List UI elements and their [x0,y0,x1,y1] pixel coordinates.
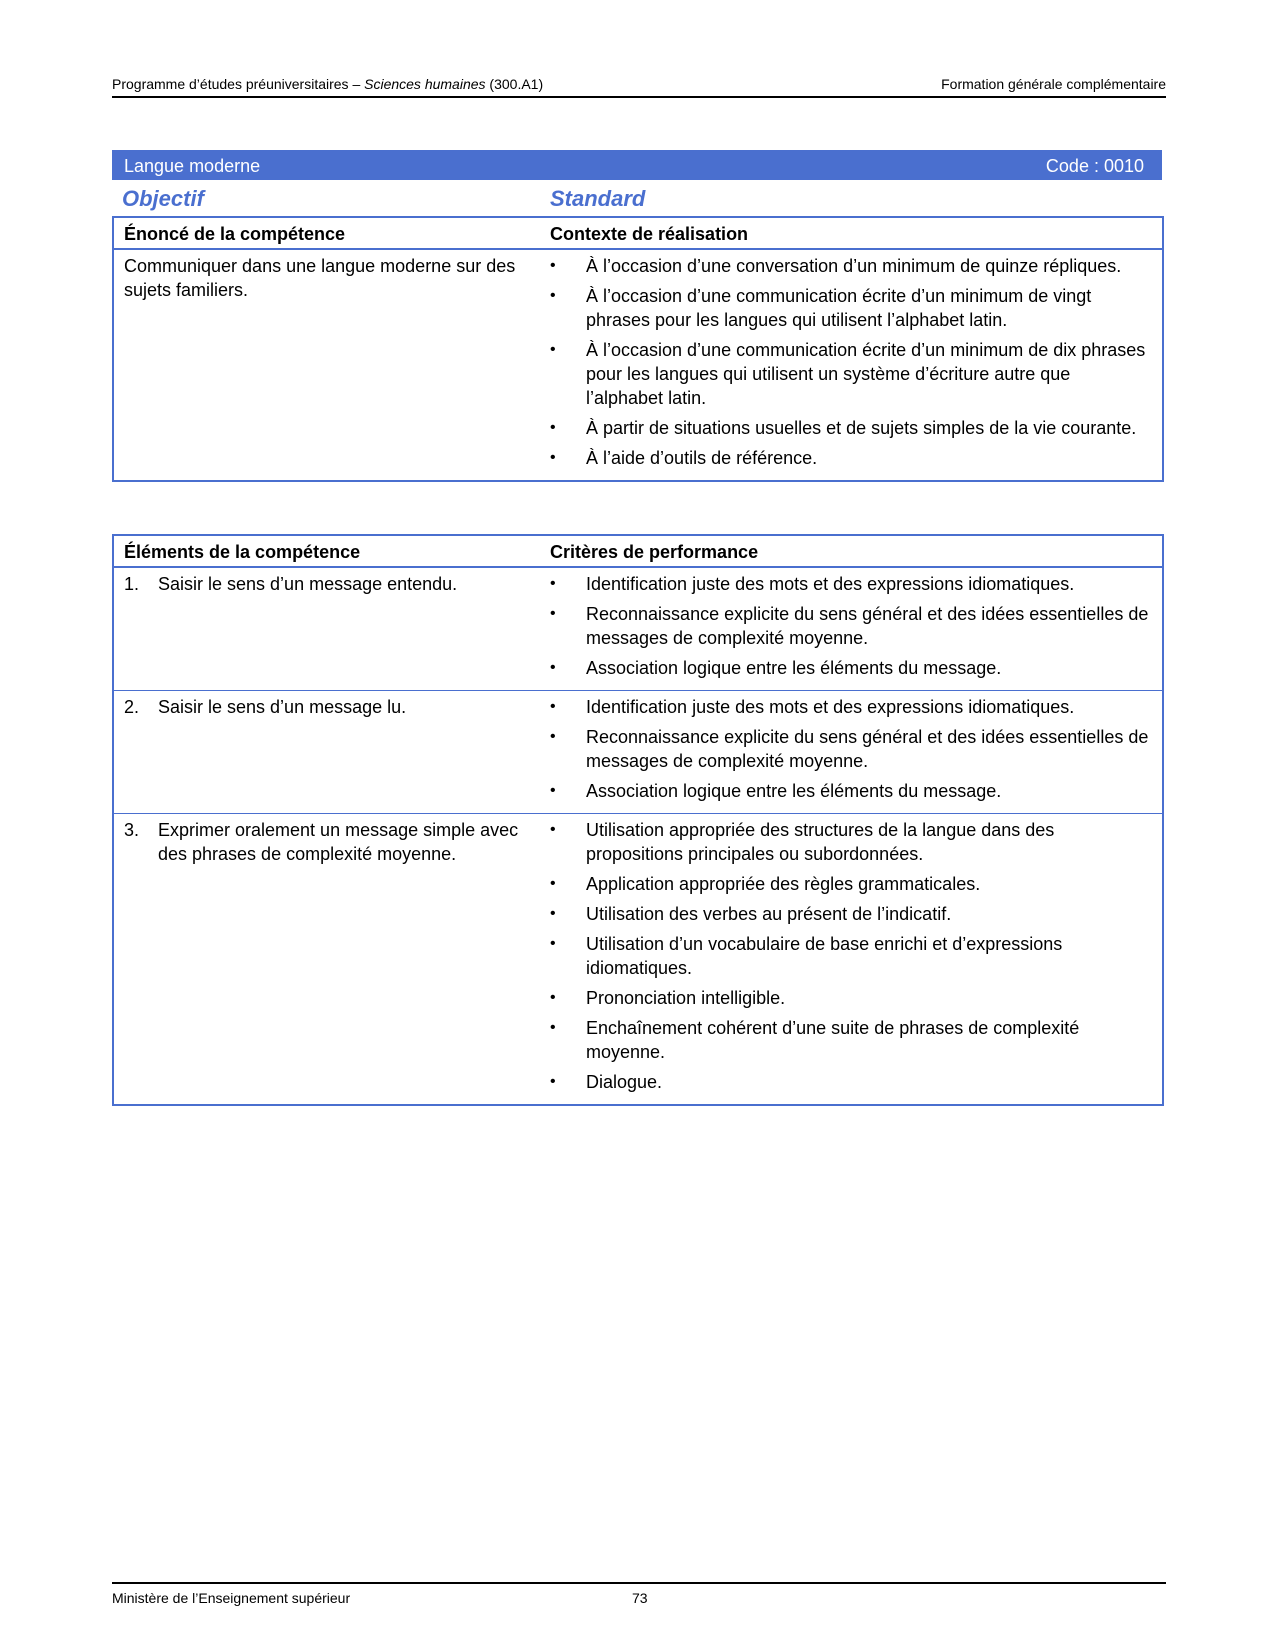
element-row [113,567,1163,691]
context-list-cell [540,249,1163,481]
element-text: Saisir le sens d’un message entendu. [158,574,458,594]
criterion-item: • Association logique entre les éléments du message. [550,779,1152,803]
element-number: 3. [124,820,140,840]
criterion-item: • Identification juste des mots et des expressions idiomatiques. [550,695,1152,719]
col-enonce: Énoncé de la compétence [113,217,540,249]
competence-statement: Communiquer dans une langue moderne sur des sujets familiers. [124,256,516,300]
col-elements: Éléments de la compétence [113,535,540,567]
footer-ministry: Ministère de l’Enseignement supérieur [112,1590,351,1606]
header-section: Formation générale complémentaire [941,76,1166,92]
criterion-item: • Reconnaissance explicite du sens général et des idées essentielles de messages de complexité moyenne. [550,725,1152,773]
criterion-item: • Association logique entre les éléments du message. [550,656,1152,680]
competence-table [112,216,1164,482]
element-number: 2. [124,697,140,717]
element-cell [113,814,540,1106]
element-row [113,814,1163,1106]
course-title-bar [112,150,1162,180]
context-item: • À l’occasion d’une conversation d’un minimum de quinze répliques. [550,254,1152,278]
page-footer [112,1582,1166,1606]
criterion-item: • Prononciation intelligible. [550,986,1152,1010]
element-cell [113,691,540,814]
competence-row [113,249,1163,481]
criterion-item: • Dialogue. [550,1070,1152,1094]
criteria-list [550,818,1152,1094]
context-item: • À l’aide d’outils de référence. [550,446,1152,470]
col-criteres: Critères de performance [540,535,1163,567]
criterion-item: • Utilisation des verbes au présent de l’indicatif. [550,902,1152,926]
context-item: • À partir de situations usuelles et de sujets simples de la vie courante. [550,416,1152,440]
context-item: • À l’occasion d’une communication écrite d’un minimum de dix phrases pour les langues qui utilisent un système d’écriture autre que l’alphabet latin. [550,338,1152,410]
elements-header-row [113,535,1163,567]
criteria-list [550,695,1152,803]
header-program: Programme d’études préuniversitaires – Sciences humaines (300.A1) [112,76,544,92]
context-item: • À l’occasion d’une communication écrite d’un minimum de vingt phrases pour les langues qui utilisent l’alphabet latin. [550,284,1152,332]
criterion-item: • Utilisation appropriée des structures de la langue dans des propositions principales ou subordonnées. [550,818,1152,866]
element-item [124,695,530,719]
standard-heading: Standard [550,186,646,211]
element-text: Saisir le sens d’un message lu. [158,697,407,717]
criteria-cell [540,567,1163,691]
criterion-item: • Reconnaissance explicite du sens général et des idées essentielles de messages de complexité moyenne. [550,602,1152,650]
context-list [550,254,1152,470]
course-title: Langue moderne [124,156,261,176]
col-contexte: Contexte de réalisation [540,217,1163,249]
element-text: Exprimer oralement un message simple avec des phrases de complexité moyenne. [158,820,519,864]
course-code: Code : 0010 [1045,156,1144,176]
element-cell [113,567,540,691]
element-row [113,691,1163,814]
element-item [124,818,530,866]
criteria-list [550,572,1152,680]
page-number: 73 [632,1590,648,1606]
criterion-item: • Utilisation d’un vocabulaire de base enrichi et d’expressions idiomatiques. [550,932,1152,980]
criteria-cell [540,691,1163,814]
element-item [124,572,530,596]
criterion-item: • Application appropriée des règles grammaticales. [550,872,1152,896]
element-number: 1. [124,574,140,594]
elements-table [112,534,1164,1106]
objectif-heading: Objectif [122,186,204,211]
criterion-item: • Identification juste des mots et des expressions idiomatiques. [550,572,1152,596]
criterion-item: • Enchaînement cohérent d’une suite de phrases de complexité moyenne. [550,1016,1152,1064]
page-header [112,76,1166,98]
competence-header-row [113,217,1163,249]
criteria-cell [540,814,1163,1106]
